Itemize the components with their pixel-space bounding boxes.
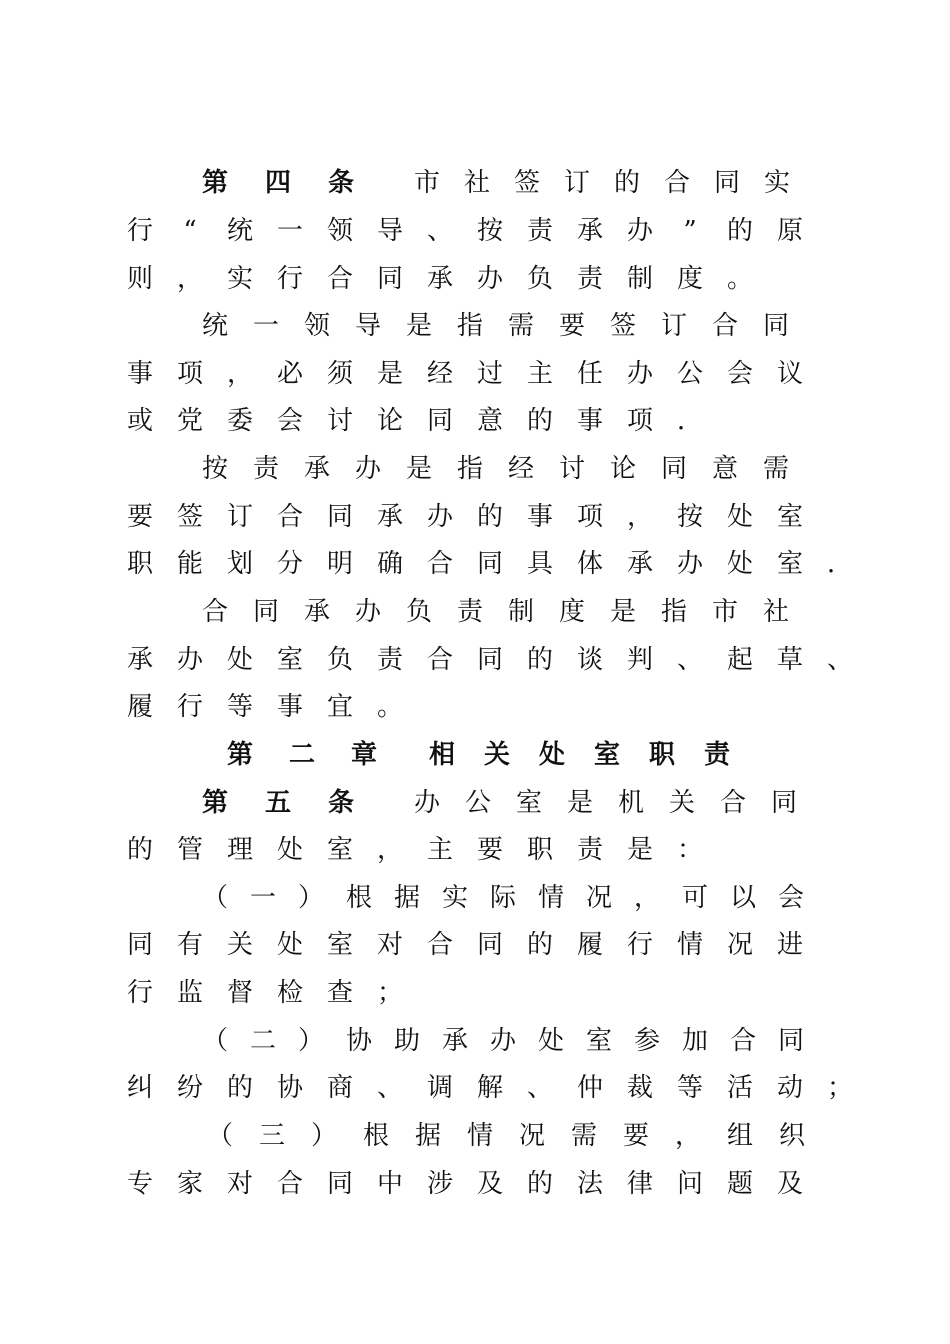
glyph: 事	[526, 502, 553, 532]
glyph: 同	[326, 502, 353, 532]
glyph: 负	[326, 645, 353, 675]
glyph: 室	[593, 740, 620, 770]
glyph: 况	[726, 930, 753, 960]
glyph: 合	[426, 645, 453, 675]
glyph: 过	[476, 359, 503, 389]
glyph: ”	[683, 216, 697, 246]
glyph: 三	[258, 1121, 285, 1151]
glyph: 起	[726, 645, 753, 675]
glyph: 的	[526, 645, 553, 675]
glyph: 是	[405, 454, 432, 484]
glyph: 进	[776, 930, 803, 960]
glyph: 实	[441, 883, 468, 913]
glyph: 事	[126, 359, 153, 389]
glyph: 可	[681, 883, 708, 913]
glyph: 四	[264, 168, 291, 198]
glyph: 职	[126, 549, 153, 579]
glyph: 家	[176, 1169, 203, 1199]
glyph: 同	[770, 788, 797, 818]
glyph: 统	[226, 216, 253, 246]
glyph: 检	[276, 978, 303, 1008]
glyph: 按	[476, 216, 503, 246]
glyph: 、	[426, 216, 453, 246]
glyph: 机	[617, 788, 644, 818]
glyph: 会	[726, 359, 753, 389]
glyph: 判	[626, 645, 653, 675]
glyph: 同	[326, 1169, 353, 1199]
glyph: 宜	[326, 692, 353, 722]
glyph: ，	[226, 359, 253, 389]
glyph: 导	[354, 311, 381, 341]
glyph: 章	[350, 740, 377, 770]
glyph: （	[201, 883, 228, 913]
glyph: 涉	[426, 1169, 453, 1199]
glyph: 织	[778, 1121, 805, 1151]
glyph: 问	[676, 1169, 703, 1199]
glyph: 、	[526, 1073, 553, 1103]
glyph: 职	[526, 835, 553, 865]
glyph: 合	[719, 788, 746, 818]
glyph: 划	[226, 549, 253, 579]
glyph: 办	[626, 359, 653, 389]
glyph: 同	[126, 930, 153, 960]
glyph: 同	[777, 1026, 804, 1056]
glyph: 纠	[126, 1073, 153, 1103]
glyph: 同	[660, 454, 687, 484]
glyph: ，	[674, 1121, 701, 1151]
glyph: 办	[176, 645, 203, 675]
glyph: 室	[776, 502, 803, 532]
glyph: 第	[226, 740, 253, 770]
glyph: 或	[126, 406, 153, 436]
glyph: 情	[466, 1121, 493, 1151]
glyph: 承	[426, 264, 453, 294]
glyph: 第	[201, 788, 228, 818]
glyph: 协	[345, 1026, 372, 1056]
glyph: 办	[489, 1026, 516, 1056]
glyph: 合	[426, 549, 453, 579]
glyph: （	[206, 1121, 233, 1151]
glyph: 谈	[576, 645, 603, 675]
glyph: ，	[626, 502, 653, 532]
glyph: 责	[576, 264, 603, 294]
glyph: 际	[489, 883, 516, 913]
glyph: 仲	[576, 1073, 603, 1103]
glyph: 必	[276, 359, 303, 389]
glyph: 公	[464, 788, 491, 818]
glyph: 签	[176, 502, 203, 532]
glyph: 、	[676, 645, 703, 675]
glyph: 解	[476, 1073, 503, 1103]
glyph: 则	[126, 264, 153, 294]
glyph: 管	[176, 835, 203, 865]
glyph: 纷	[176, 1073, 203, 1103]
glyph: 项	[626, 406, 653, 436]
glyph: 行	[276, 264, 303, 294]
glyph: 相	[428, 740, 455, 770]
glyph: 办	[626, 216, 653, 246]
glyph: 同	[252, 597, 279, 627]
glyph: ，	[376, 835, 403, 865]
glyph: 承	[441, 1026, 468, 1056]
glyph: 室	[515, 788, 542, 818]
glyph: 是	[626, 835, 653, 865]
glyph: 裁	[626, 1073, 653, 1103]
glyph: 要	[126, 502, 153, 532]
glyph: 履	[576, 930, 603, 960]
glyph: 加	[681, 1026, 708, 1056]
glyph: 度	[558, 597, 585, 627]
glyph: 事	[576, 406, 603, 436]
glyph: 。	[376, 692, 403, 722]
glyph: 督	[226, 978, 253, 1008]
glyph: 题	[726, 1169, 753, 1199]
glyph: 理	[226, 835, 253, 865]
glyph: 承	[303, 597, 330, 627]
glyph: 原	[776, 216, 803, 246]
glyph: （	[201, 1026, 228, 1056]
glyph: ，	[176, 264, 203, 294]
glyph: 合	[201, 597, 228, 627]
glyph: 组	[726, 1121, 753, 1151]
glyph: 一	[276, 216, 303, 246]
glyph: 订	[660, 311, 687, 341]
glyph: ．	[826, 549, 853, 579]
glyph: 二	[249, 1026, 276, 1056]
glyph: 委	[226, 406, 253, 436]
glyph: ）	[297, 883, 324, 913]
glyph: 室	[276, 645, 303, 675]
glyph: 室	[326, 835, 353, 865]
glyph: 处	[538, 740, 565, 770]
glyph: 订	[226, 502, 253, 532]
glyph: 负	[405, 597, 432, 627]
glyph: 意	[476, 406, 503, 436]
glyph: 市	[711, 597, 738, 627]
glyph: 关	[483, 740, 510, 770]
glyph: 一	[249, 883, 276, 913]
glyph: 责	[376, 645, 403, 675]
glyph: 需	[762, 454, 789, 484]
glyph: 行	[126, 978, 153, 1008]
glyph: 党	[176, 406, 203, 436]
glyph: 指	[456, 454, 483, 484]
glyph: 处	[726, 549, 753, 579]
glyph: ，	[633, 883, 660, 913]
glyph: 公	[676, 359, 703, 389]
glyph: 关	[668, 788, 695, 818]
glyph: 室	[585, 1026, 612, 1056]
glyph: 条	[327, 788, 354, 818]
glyph: ．	[676, 406, 703, 436]
glyph: 的	[526, 930, 553, 960]
glyph: 助	[393, 1026, 420, 1056]
glyph: 要	[476, 835, 503, 865]
glyph: 活	[726, 1073, 753, 1103]
glyph: 关	[226, 930, 253, 960]
glyph: 五	[264, 788, 291, 818]
glyph: 行	[176, 692, 203, 722]
glyph: 合	[326, 264, 353, 294]
glyph: 负	[526, 264, 553, 294]
glyph: 议	[776, 359, 803, 389]
glyph: 论	[609, 454, 636, 484]
glyph: 市	[413, 168, 440, 198]
glyph: 承	[126, 645, 153, 675]
glyph: 动	[776, 1073, 803, 1103]
glyph: 处	[226, 645, 253, 675]
glyph: 合	[426, 930, 453, 960]
glyph: 及	[476, 1169, 503, 1199]
glyph: 会	[777, 883, 804, 913]
glyph: 指	[660, 597, 687, 627]
glyph: ）	[310, 1121, 337, 1151]
glyph: 职	[648, 740, 675, 770]
glyph: 明	[326, 549, 353, 579]
glyph: 对	[226, 1169, 253, 1199]
glyph: 经	[426, 359, 453, 389]
glyph: 实	[763, 168, 790, 198]
glyph: 情	[676, 930, 703, 960]
glyph: 商	[326, 1073, 353, 1103]
glyph: 监	[176, 978, 203, 1008]
glyph: 需	[570, 1121, 597, 1151]
glyph: 制	[626, 264, 653, 294]
glyph: 统	[201, 311, 228, 341]
glyph: 主	[526, 359, 553, 389]
glyph: 的	[526, 1169, 553, 1199]
glyph: 一	[252, 311, 279, 341]
glyph: 领	[303, 311, 330, 341]
glyph: 度	[676, 264, 703, 294]
glyph: 情	[537, 883, 564, 913]
glyph: 能	[176, 549, 203, 579]
glyph: 办	[413, 788, 440, 818]
glyph: 等	[226, 692, 253, 722]
glyph: 等	[676, 1073, 703, 1103]
glyph: 论	[376, 406, 403, 436]
glyph: 合	[663, 168, 690, 198]
glyph: 合	[276, 1169, 303, 1199]
glyph: 签	[609, 311, 636, 341]
glyph: 合	[729, 1026, 756, 1056]
glyph: 况	[518, 1121, 545, 1151]
glyph: 是	[405, 311, 432, 341]
glyph: 。	[726, 264, 753, 294]
glyph: 履	[126, 692, 153, 722]
glyph: 同	[476, 930, 503, 960]
glyph: 办	[354, 454, 381, 484]
glyph: 主	[426, 835, 453, 865]
glyph: 责	[456, 597, 483, 627]
glyph: 同	[476, 645, 503, 675]
glyph: ）	[297, 1026, 324, 1056]
glyph: 讨	[558, 454, 585, 484]
glyph: 实	[226, 264, 253, 294]
glyph: 据	[393, 883, 420, 913]
glyph: 责	[526, 216, 553, 246]
glyph: 项	[176, 359, 203, 389]
glyph: 中	[376, 1169, 403, 1199]
glyph: 的	[613, 168, 640, 198]
glyph: 需	[507, 311, 534, 341]
glyph: 是	[609, 597, 636, 627]
glyph: 体	[576, 549, 603, 579]
glyph: 确	[376, 549, 403, 579]
glyph: 指	[456, 311, 483, 341]
glyph: 同	[762, 311, 789, 341]
glyph: 有	[176, 930, 203, 960]
glyph: 按	[676, 502, 703, 532]
glyph: 第	[201, 168, 228, 198]
glyph: 签	[513, 168, 540, 198]
glyph: 事	[276, 692, 303, 722]
glyph: 合	[711, 311, 738, 341]
glyph: 是	[376, 359, 403, 389]
glyph: 同	[426, 406, 453, 436]
glyph: 室	[776, 549, 803, 579]
glyph: 查	[326, 978, 353, 1008]
glyph: 办	[476, 264, 503, 294]
glyph: 专	[126, 1169, 153, 1199]
glyph: 同	[376, 264, 403, 294]
glyph: 根	[345, 883, 372, 913]
glyph: 承	[376, 502, 403, 532]
glyph: 的	[126, 835, 153, 865]
glyph: 法	[576, 1169, 603, 1199]
glyph: ：	[676, 835, 703, 865]
glyph: 参	[633, 1026, 660, 1056]
glyph: 、	[376, 1073, 403, 1103]
glyph: ；	[826, 1073, 853, 1103]
glyph: 同	[476, 549, 503, 579]
glyph: 订	[563, 168, 590, 198]
glyph: 要	[622, 1121, 649, 1151]
glyph: 况	[585, 883, 612, 913]
glyph: 条	[327, 168, 354, 198]
glyph: 承	[303, 454, 330, 484]
glyph: 责	[703, 740, 730, 770]
glyph: 责	[252, 454, 279, 484]
glyph: 意	[711, 454, 738, 484]
glyph: 二	[288, 740, 315, 770]
glyph: 办	[676, 549, 703, 579]
glyph: 须	[326, 359, 353, 389]
glyph: 以	[729, 883, 756, 913]
glyph: 承	[626, 549, 653, 579]
glyph: 及	[776, 1169, 803, 1199]
glyph: 承	[576, 216, 603, 246]
glyph: 室	[326, 930, 353, 960]
glyph: 讨	[326, 406, 353, 436]
glyph: 草	[776, 645, 803, 675]
glyph: 具	[526, 549, 553, 579]
glyph: 对	[376, 930, 403, 960]
glyph: 处	[537, 1026, 564, 1056]
glyph: 经	[507, 454, 534, 484]
glyph: 律	[626, 1169, 653, 1199]
glyph: 责	[576, 835, 603, 865]
glyph: 办	[426, 502, 453, 532]
glyph: 社	[463, 168, 490, 198]
glyph: 要	[558, 311, 585, 341]
glyph: 社	[762, 597, 789, 627]
glyph: 处	[276, 930, 303, 960]
glyph: 根	[362, 1121, 389, 1151]
glyph: ；	[376, 978, 403, 1008]
glyph: 、	[826, 645, 853, 675]
glyph: “	[183, 216, 197, 246]
glyph: 的	[226, 1073, 253, 1103]
glyph: 行	[626, 930, 653, 960]
glyph: 按	[201, 454, 228, 484]
glyph: 领	[326, 216, 353, 246]
glyph: 协	[276, 1073, 303, 1103]
glyph: 会	[276, 406, 303, 436]
glyph: 调	[426, 1073, 453, 1103]
glyph: 据	[414, 1121, 441, 1151]
glyph: 的	[476, 502, 503, 532]
glyph: 任	[576, 359, 603, 389]
glyph: 合	[276, 502, 303, 532]
glyph: 导	[376, 216, 403, 246]
glyph: 分	[276, 549, 303, 579]
glyph: 同	[713, 168, 740, 198]
glyph: 制	[507, 597, 534, 627]
glyph: 的	[526, 406, 553, 436]
glyph: 处	[726, 502, 753, 532]
glyph: 行	[126, 216, 153, 246]
glyph: 处	[276, 835, 303, 865]
glyph: 办	[354, 597, 381, 627]
glyph: 项	[576, 502, 603, 532]
glyph: 的	[726, 216, 753, 246]
glyph: 是	[566, 788, 593, 818]
